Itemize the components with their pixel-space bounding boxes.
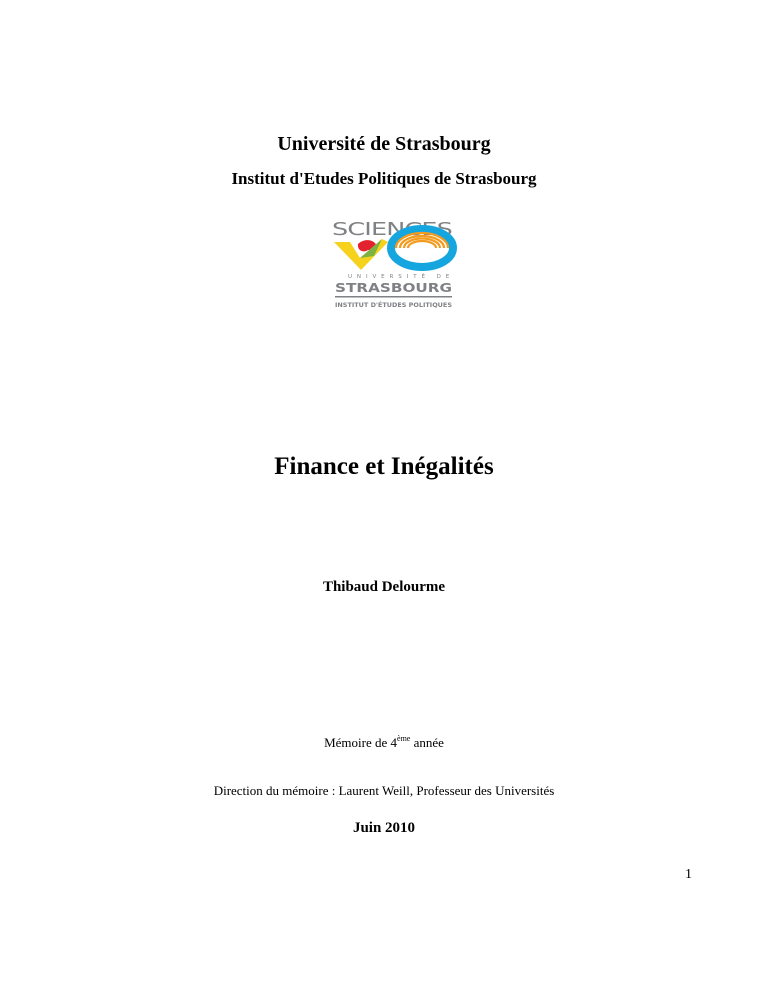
page-number: 1 [685,867,692,882]
university-name: Université de Strasbourg [277,133,491,155]
thesis-prefix: Mémoire de 4 [324,735,398,750]
author-name: Thibaud Delourme [322,579,446,595]
document-title: Finance et Inégalités [274,453,494,480]
logo-wordmark-universite: UNIVERSITÉ DE [348,274,452,280]
supervision-line: Direction du mémoire : Laurent Weill, Professeur des Universités [213,783,555,798]
sciences-po-strasbourg-logo [330,212,458,312]
thesis-superscript: ème [397,734,411,743]
logo-wordmark-strasbourg: STRASBOURG [335,281,452,295]
institute-name: Institut d'Etudes Politiques de Strasbourg [231,169,537,188]
thesis-suffix: année [410,735,444,750]
logo-separator [335,296,452,298]
logo-wordmark-sciences: SCIENCES [332,219,453,240]
logo-wordmark-institut: INSTITUT D'ÉTUDES POLITIQUES [335,302,444,309]
date: Juin 2010 [352,820,416,836]
thesis-type [0,735,768,751]
